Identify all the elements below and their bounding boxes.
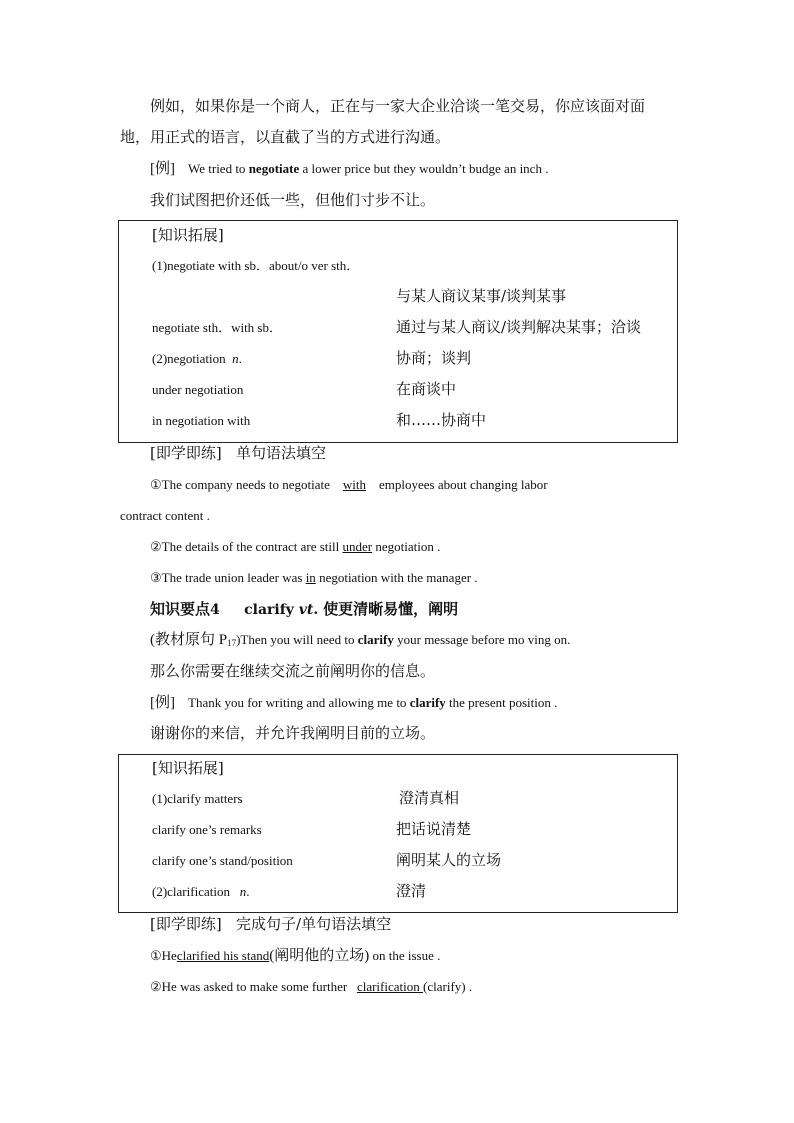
point-meaning: 使更清晰易懂，阐明	[323, 600, 459, 618]
box-2-row-4-en: (2)clarification n.	[152, 884, 250, 899]
q3-pre: ③The trade union leader was	[150, 570, 303, 585]
source-post: your message before mo ving on.	[397, 632, 571, 647]
p2-q2-post: (clarify) .	[423, 979, 473, 994]
source-page: 17	[227, 638, 237, 648]
practice-1-q3	[150, 567, 478, 589]
box-1-row-4-en: (2)negotiation n.	[152, 351, 242, 366]
q1-pre: ①The company needs to negotiate	[150, 477, 330, 492]
q2-pre: ②The details of the contract are still	[150, 539, 340, 554]
part-of-speech: n	[239, 884, 247, 899]
practice-2-q2	[150, 976, 472, 998]
source-pre: )Then you will need to	[236, 632, 355, 647]
q3-post: negotiation with the manager .	[319, 570, 478, 585]
example-2-pre: Thank you for writing and allowing me to	[188, 695, 407, 710]
intro-line-1: 例如，如果你是一个商人，正在与一家大企业洽谈一笔交易，你应该面对面	[150, 97, 646, 115]
source-tag: (教材原句 P	[150, 632, 228, 648]
practice-1-title: [即学即练]	[150, 444, 222, 462]
example-2-post: the present position .	[449, 695, 558, 710]
box-1-row-4-zh: 协商；谈判	[396, 349, 472, 367]
box-1-row-3-zh: 通过与某人商议/谈判解决某事；洽谈	[396, 318, 642, 336]
box-1-row-3-en: negotiate sth．with sb．	[152, 320, 282, 335]
box-2-row-2-en: clarify one’s remarks	[152, 822, 262, 837]
example-1-post: a lower price but they wouldn’t budge an inch .	[302, 161, 549, 176]
part-of-speech: n	[232, 351, 239, 366]
example-1	[150, 158, 548, 180]
box-1-row-6-en: in negotiation with	[152, 413, 251, 428]
practice-2-title: [即学即练]	[150, 915, 222, 933]
box-2-title: [知识拓展]	[152, 759, 224, 777]
box-1-row-1-en: (1)negotiate with sb．about/o ver sth．	[152, 258, 360, 273]
example-2-keyword: clarify	[409, 695, 446, 710]
q1-post: employees about changing labor	[379, 477, 548, 492]
example-1-keyword: negotiate	[248, 161, 300, 176]
box-2-row-3-zh: 阐明某人的立场	[396, 851, 502, 869]
source-sentence	[150, 629, 570, 654]
knowledge-box-2	[118, 754, 678, 913]
box-2-row-4-word: (2)clarification	[152, 884, 230, 899]
example-1-translation: 我们试图把价还低一些，但他们寸步不让。	[150, 191, 436, 209]
example-1-pre: We tried to	[188, 161, 246, 176]
point-word: clarify	[244, 602, 294, 618]
practice-2-heading	[150, 913, 391, 935]
point-pos: vt	[298, 602, 314, 618]
q2-post: negotiation .	[375, 539, 441, 554]
practice-2-subtitle: 完成句子/单句语法填空	[236, 915, 392, 933]
practice-1-q1-cont: contract content .	[120, 508, 210, 523]
box-1-row-2-zh: 与某人商议某事/谈判某事	[396, 287, 567, 305]
source-translation: 那么你需要在继续交流之前阐明你的信息。	[150, 662, 436, 680]
box-1-row-5-zh: 在商谈中	[396, 380, 457, 398]
p2-q1-hint: (阐明他的立场)	[269, 948, 370, 964]
point-label: 知识要点	[150, 600, 211, 618]
p2-q1-pre: ①He	[150, 948, 177, 963]
knowledge-box-1	[118, 220, 678, 443]
box-2-row-4-zh: 澄清	[396, 882, 427, 900]
practice-1-q1	[150, 474, 673, 496]
q1-answer: with	[342, 477, 366, 492]
q2-answer: under	[342, 539, 373, 554]
box-1-row-5-en: under negotiation	[152, 382, 244, 397]
p2-q1-answer: clarified his stand	[176, 948, 270, 963]
p2-q1-post: on the issue .	[372, 948, 441, 963]
p2-q2-pre: ②He was asked to make some further	[150, 979, 348, 994]
box-2-row-2-zh: 把话说清楚	[396, 820, 472, 838]
box-2-row-3-en: clarify one’s stand/position	[152, 853, 293, 868]
practice-1-q2	[150, 536, 440, 558]
q3-answer: in	[305, 570, 316, 585]
p2-q2-answer: clarification	[356, 979, 424, 994]
example-tag: [例]	[150, 695, 175, 711]
box-1-title: [知识拓展]	[152, 226, 224, 244]
intro-line-2: 地，用正式的语言，以直截了当的方式进行沟通。	[120, 128, 451, 146]
example-tag: [例]	[150, 161, 175, 177]
example-2	[150, 692, 557, 714]
point-4-heading: 知识要点4 clarify vt. 使更清晰易懂，阐明	[150, 600, 459, 618]
box-1-row-6-zh: 和……协商中	[396, 411, 487, 429]
practice-1-subtitle: 单句语法填空	[236, 444, 327, 462]
practice-2-q1	[150, 945, 440, 967]
box-2-row-1-en: (1)clarify matters	[152, 791, 243, 806]
source-keyword: clarify	[357, 632, 394, 647]
point-number: 4	[210, 602, 220, 618]
box-2-row-1-zh: 澄清真相	[399, 789, 460, 807]
example-2-translation: 谢谢你的来信，并允许我阐明目前的立场。	[150, 724, 436, 742]
practice-1-heading	[150, 442, 326, 464]
box-1-row-4-word: (2)negotiation	[152, 351, 226, 366]
